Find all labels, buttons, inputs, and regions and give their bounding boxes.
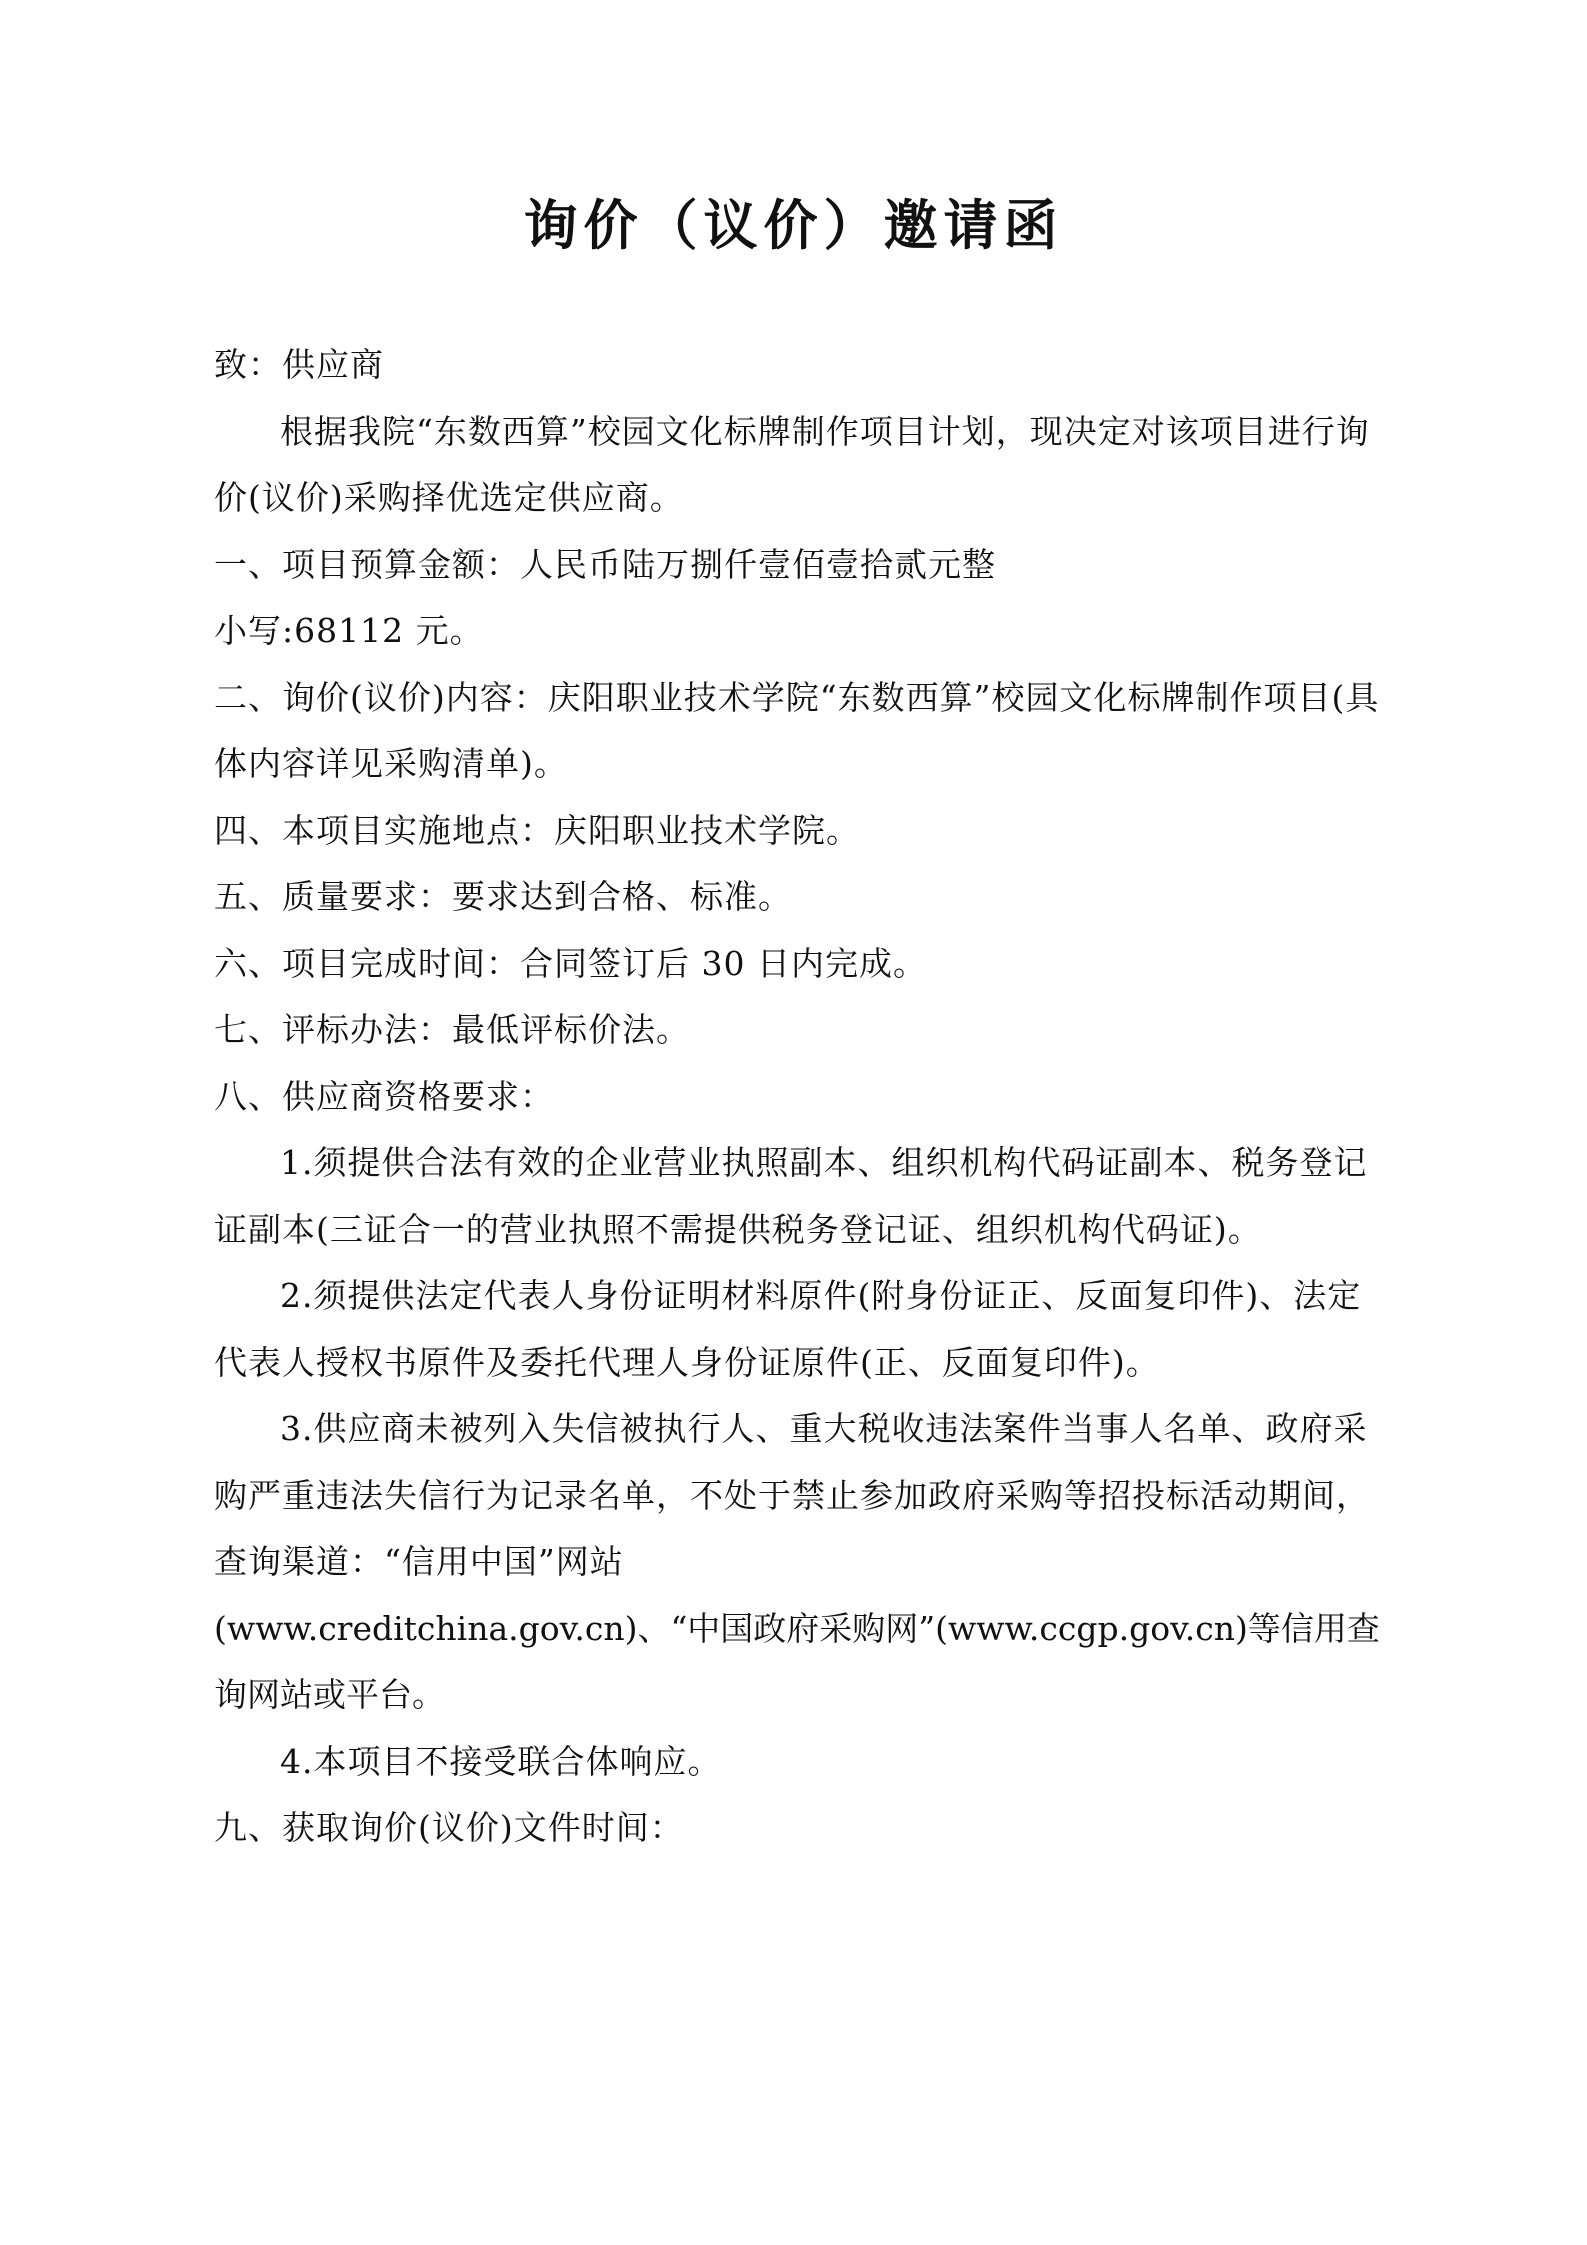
section-content: 二、询价(议价)内容：庆阳职业技术学院“东数西算”校园文化标牌制作项目(具体内容详见采购清单)。: [214, 677, 1380, 783]
section-location: 四、本项目实施地点：庆阳职业技术学院。: [214, 810, 860, 850]
section-document-time: 九、获取询价(议价)文件时间：: [214, 1808, 684, 1847]
budget-amount-figures: 小写:68112 元。: [214, 611, 484, 650]
qualification-item-4: 4.本项目不接受联合体响应。: [280, 1741, 722, 1781]
section-budget: 一、项目预算金额：人民币陆万捌仟壹佰壹拾贰元整: [214, 544, 996, 584]
qualification-item-3-urls: (www.creditchina.gov.cn)、“中国政府采购网”(www.ccgp.gov.cn)等信用查询网站或平台。: [214, 1608, 1380, 1714]
qualification-item-1: 1.须提供合法有效的企业营业执照副本、组织机构代码证副本、税务登记证副本(三证合一的营业执照不需提供税务登记证、组织机构代码证)。: [214, 1143, 1368, 1249]
section-completion-time: 六、项目完成时间：合同签订后 30 日内完成。: [214, 943, 927, 983]
document-body: [214, 332, 1394, 1862]
salutation: 致：供应商: [214, 345, 384, 384]
qualification-item-3: 3.供应商未被列入失信被执行人、重大税收违法案件当事人名单、政府采购严重违法失信行为记录名单，不处于禁止参加政府采购等招投标活动期间，查询渠道：“信用中国”网站: [214, 1409, 1370, 1581]
document-title: 询价（议价）邀请函: [523, 193, 1064, 257]
qualification-item-2: 2.须提供法定代表人身份证明材料原件(附身份证正、反面复印件)、法定代表人授权书原件及委托代理人身份证原件(正、反面复印件)。: [214, 1276, 1362, 1382]
intro-paragraph: 根据我院“东数西算”校园文化标牌制作项目计划，现决定对该项目进行询价(议价)采购择优选定供应商。: [214, 411, 1370, 517]
section-evaluation-method: 七、评标办法：最低评标价法。: [214, 1010, 690, 1049]
section-qualifications: 八、供应商资格要求：: [214, 1076, 554, 1116]
section-quality: 五、质量要求：要求达到合格、标准。: [214, 877, 792, 916]
